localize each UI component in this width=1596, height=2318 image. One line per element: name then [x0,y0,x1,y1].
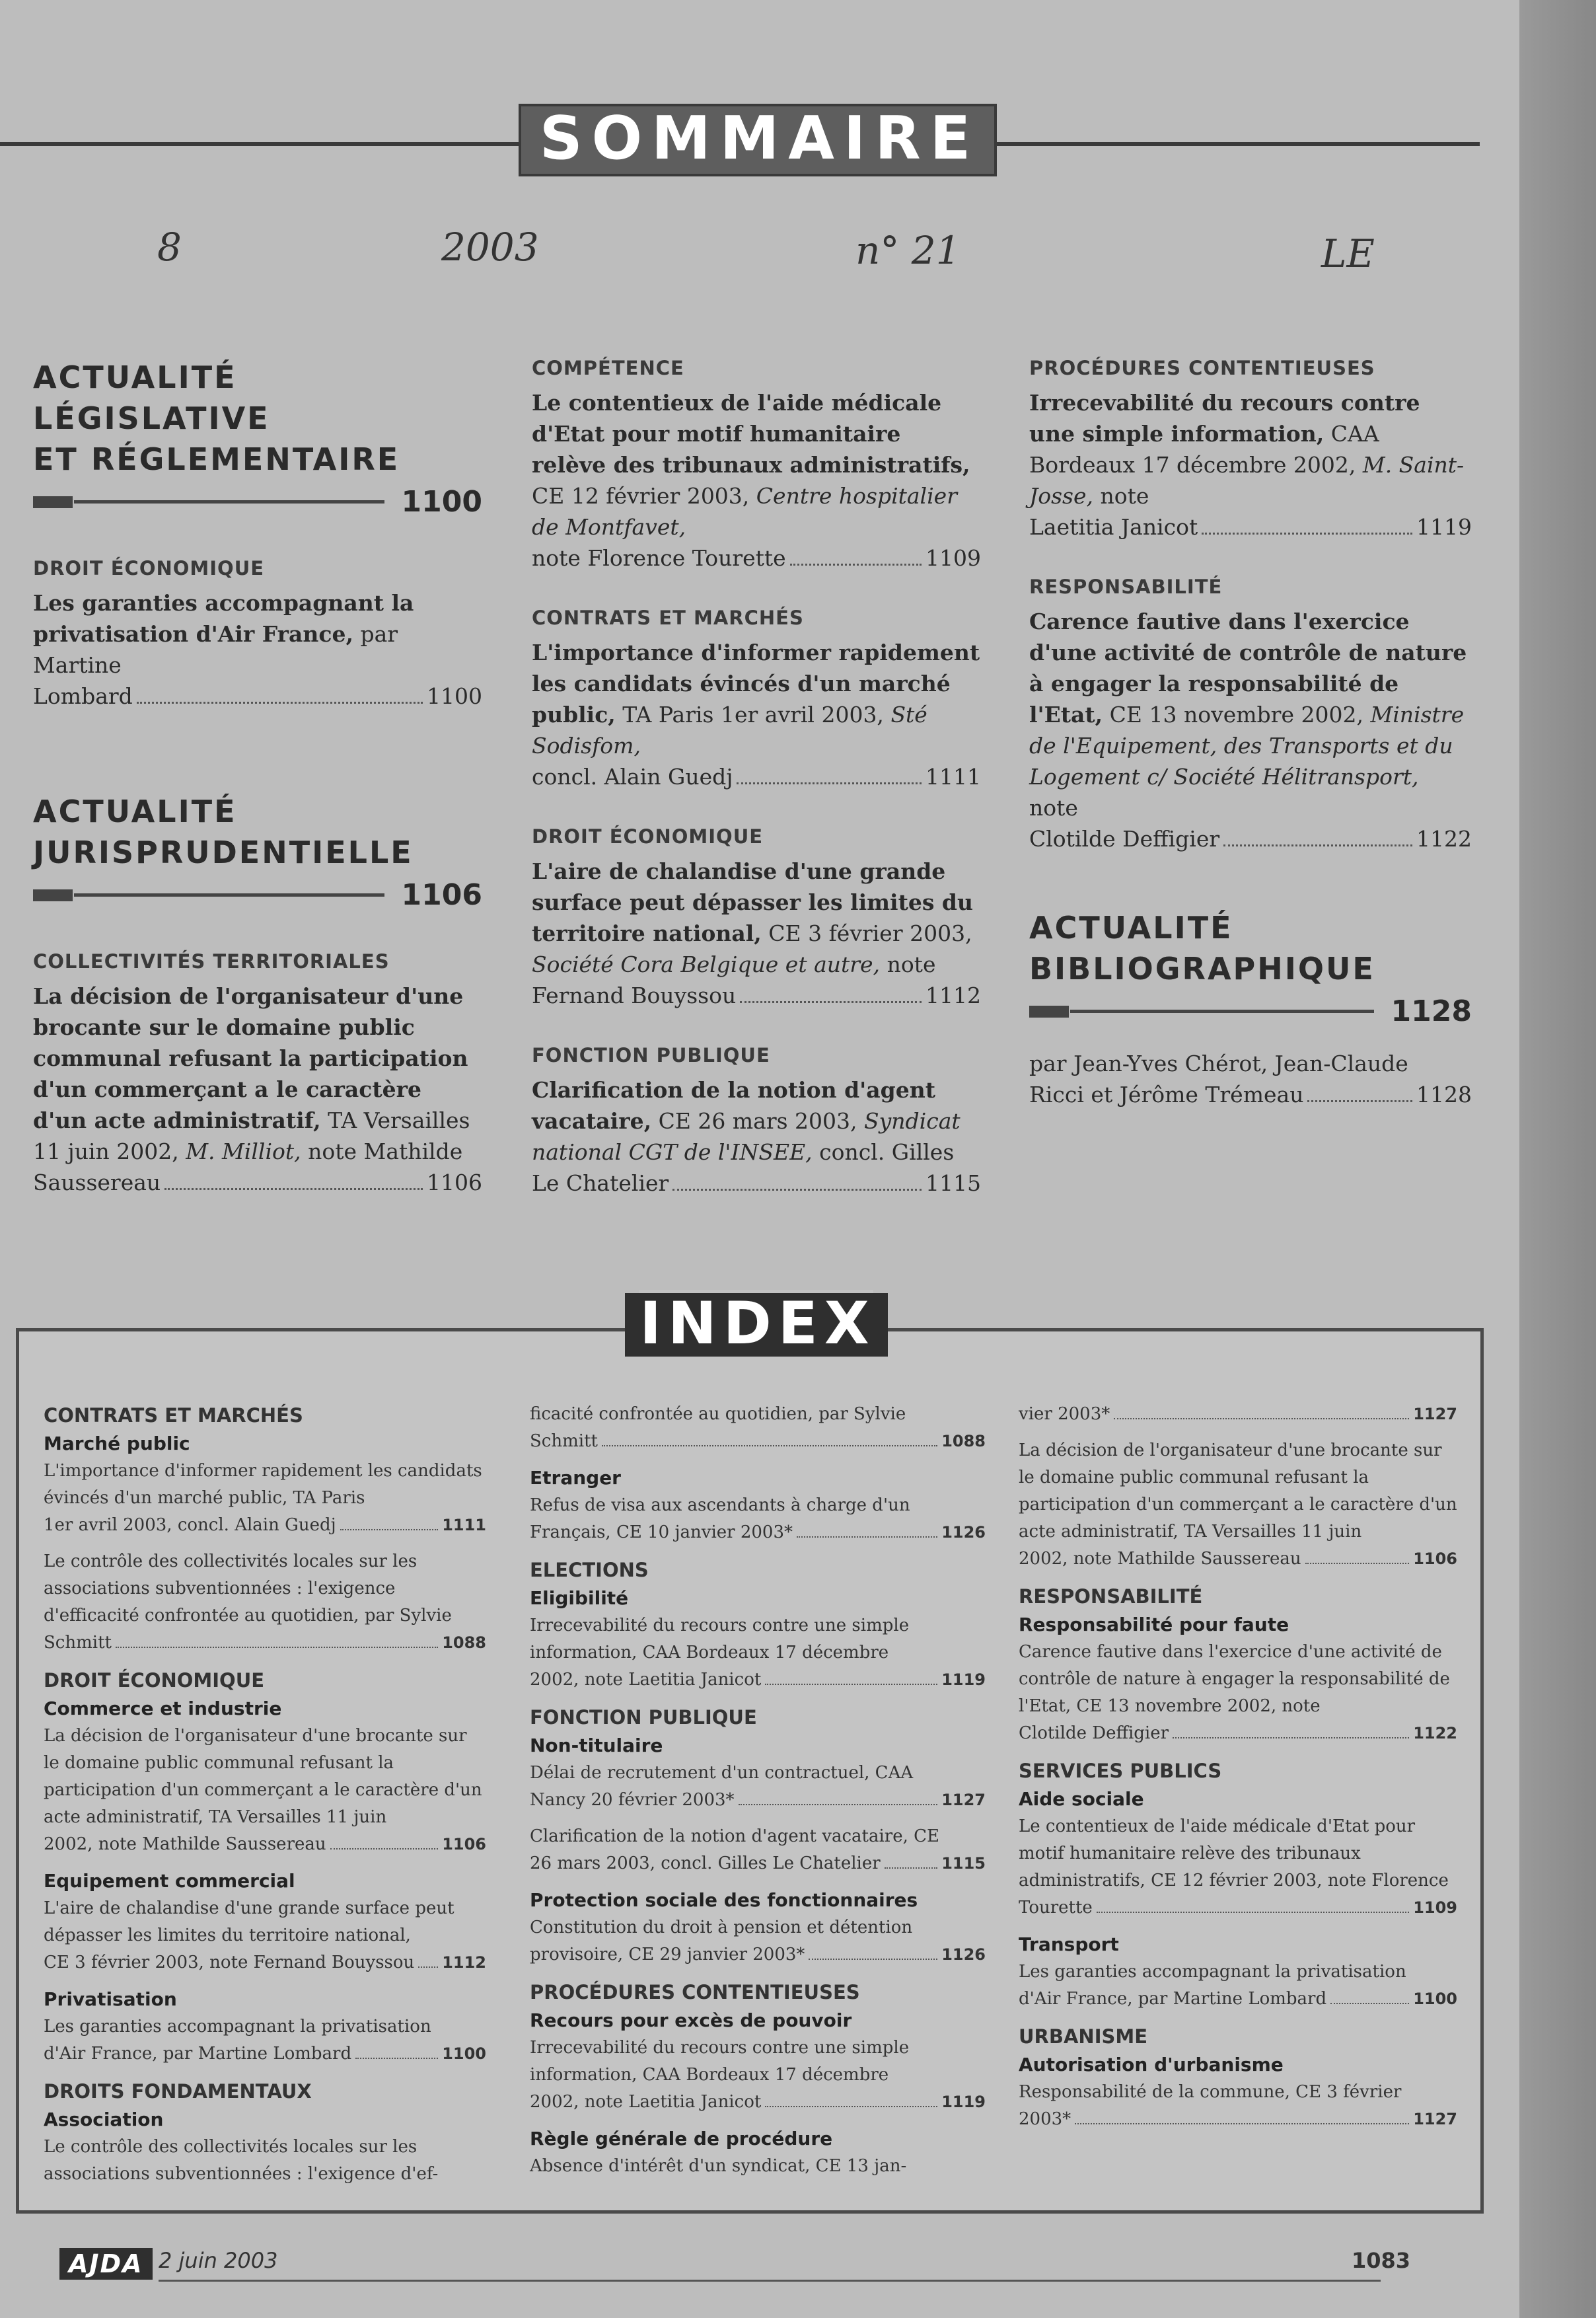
index-heading: RESPONSABILITÉ [1019,1585,1203,1608]
section-jurisprudence [33,791,482,912]
index-entry-text: Irrecevabilité du recours contre une simple information, CAA Bordeaux 17 décembre [530,2038,910,2085]
entry-title: La décision de l'organisateur d'une brocante sur le domaine public communal refusant la participation d'un commerçant a le caractère d'un acte administratif, [33,983,468,1133]
index-subheading: Non-titulaire [530,1735,663,1756]
footer-rule [159,2280,1381,2282]
entry-label: PROCÉDURES CONTENTIEUSES [1029,357,1375,379]
index-entry-text: Constitution du droit à pension et détention [530,1918,913,1937]
issue-date: 2 juin 2003 [159,2248,278,2273]
index-entry-page: 1111 [442,1516,486,1534]
sommaire-entry [33,557,482,712]
index-entry-page: 1119 [941,1670,986,1689]
sommaire-entry [33,950,482,1198]
index-entry-page: 1106 [442,1835,486,1853]
index-heading: CONTRATS ET MARCHÉS [44,1404,303,1427]
entry-text-italic: Sté Sodisfom, [532,702,927,759]
index-entry-text: Refus de visa aux ascendants à charge d'un [530,1495,910,1515]
sommaire-entry [1029,576,1472,854]
sommaire-col-3 [1029,357,1472,1110]
index-entry [44,1723,486,1858]
handwritten-note: LE [1321,231,1375,276]
index-entry-page: 1109 [1413,1898,1457,1917]
section-heading: ACTUALITÉ [1029,910,1233,946]
page-edge [1519,0,1596,2318]
index-entry-last-line: Nancy 20 février 2003* [530,1790,735,1810]
index-entry-page: 1088 [941,1432,986,1450]
entry-title: Carence fautive dans l'exercice d'une activité de contrôle de nature à engager la responsabilité de l'Etat, [1029,609,1467,728]
index-entry-last-line: vier 2003* [1019,1404,1110,1424]
index-entry-text: L'aire de chalandise d'une grande surface peut dépasser les limites du territoire national, [44,1898,454,1945]
index-subheading: Autorisation d'urbanisme [1019,2054,1284,2075]
entry-text: par Jean-Yves Chérot, Jean-Claude [1029,1051,1408,1076]
index-entry [530,1760,986,1814]
sommaire-entry [1029,357,1472,542]
entry-title: Le contentieux de l'aide médicale d'Etat pour motif humanitaire relève des tribunaux administratifs, [532,390,970,478]
index-heading: FONCTION PUBLIQUE [530,1706,757,1729]
sommaire-col-2 [532,357,981,1237]
index-entry [1019,1813,1457,1922]
index-heading: PROCÉDURES CONTENTIEUSES [530,1981,860,2003]
section-legislative [33,357,482,519]
entry-title: Les garanties accompagnant la privatisation d'Air France, [33,590,414,647]
entry-page: 1111 [925,764,981,790]
index-entry [530,2153,986,2180]
sommaire-entry [532,825,981,1011]
index-entry-page: 1126 [941,1523,986,1542]
sommaire-entry [1029,1048,1472,1110]
index-entry [530,1612,986,1694]
entry-page: 1100 [427,683,482,709]
index-entry [530,1492,986,1546]
index-entry-text: Carence fautive dans l'exercice d'une activité de contrôle de nature à engager la responsabilité de l'Etat, CE 13 novembre 2002, note [1019,1642,1450,1716]
entry-page: 1122 [1416,826,1472,852]
entry-page: 1119 [1416,514,1472,540]
handwritten-note: 2003 [441,225,539,270]
index-entry-text: Absence d'intérêt d'un syndicat, CE 13 jan- [530,2156,907,2176]
index-entry [1019,1401,1457,1428]
index-entry-page: 1127 [1413,2110,1457,2128]
index-subheading: Commerce et industrie [44,1698,282,1719]
entry-last-line: Laetitia Janicot [1029,514,1198,540]
handwritten-note: n° 21 [855,228,961,273]
entry-text: CE 26 mars 2003, [658,1108,857,1134]
entry-page: 1112 [925,983,981,1008]
entry-label: CONTRATS ET MARCHÉS [532,607,804,629]
entry-last-line: Ricci et Jérôme Trémeau [1029,1082,1304,1107]
section-heading: ACTUALITÉ [33,794,237,829]
entry-text-italic: Société Cora Belgique et autre, [532,952,881,977]
entry-text-italic: Syndicat national CGT de l'INSEE, [532,1108,961,1165]
entry-title: Irrecevabilité du recours contre une simple information, [1029,390,1420,447]
entry-text: par Martine [33,621,398,678]
index-entry-page: 1106 [1413,1550,1457,1568]
index-entry [1019,1437,1457,1573]
index-heading: SERVICES PUBLICS [1019,1760,1222,1782]
index-entry-page: 1119 [941,2093,986,2111]
index-subheading: Protection sociale des fonctionnaires [530,1889,918,1911]
index-entry-page: 1127 [941,1791,986,1809]
index-entry [530,2035,986,2116]
section-page: 1128 [1391,994,1472,1028]
entry-last-line: note Florence Tourette [532,545,786,571]
entry-label: DROIT ÉCONOMIQUE [532,825,764,848]
index-entry [44,1458,486,1539]
index-col-1 [44,1401,486,2197]
index-entry-page: 1100 [1413,1990,1457,2008]
index-entry [530,1823,986,1877]
index-heading: URBANISME [1019,2025,1148,2048]
section-heading: JURISPRUDENTIELLE [33,835,414,870]
entry-last-line: Fernand Bouyssou [532,983,737,1008]
handwritten-note: 8 [157,225,182,270]
index-entry-last-line: Schmitt [44,1633,112,1653]
entry-text: concl. Gilles [819,1139,955,1165]
index-entry-text: Les garanties accompagnant la privatisation [44,2017,431,2037]
index-entry-text: Le contrôle des collectivités locales sur les associations subventionnées : l'exigence d'efficacité confrontée au quotidien, par Sylvie [44,1552,452,1626]
index-col-3 [1019,1401,1457,2142]
index-entry-page: 1112 [442,1953,486,1972]
index-entry-last-line: 2002, note Laetitia Janicot [530,1670,762,1690]
entry-text: CE 3 février 2003, [768,920,972,946]
index-entry-last-line: 2002, note Laetitia Janicot [530,2092,762,2112]
index-entry-page: 1100 [442,2044,486,2063]
index-entry-last-line: CE 3 février 2003, note Fernand Bouyssou [44,1953,415,1972]
entry-text: note [887,952,936,977]
sommaire-entry [532,357,981,574]
index-subheading: Association [44,2109,164,2130]
index-entry-last-line: 2002, note Mathilde Saussereau [1019,1549,1301,1569]
entry-title: L'importance d'informer rapidement les candidats évincés d'un marché public, [532,640,980,728]
journal-logo: AJDA [59,2248,153,2280]
index-subheading: Responsabilité pour faute [1019,1614,1289,1635]
section-page: 1100 [401,485,482,519]
entry-label: RESPONSABILITÉ [1029,576,1223,598]
entry-title: Clarification de la notion d'agent vacataire, [532,1077,935,1134]
index-entry-text: Délai de recrutement d'un contractuel, CAA [530,1763,914,1783]
entry-page: 1106 [427,1170,482,1195]
index-subheading: Etranger [530,1467,621,1489]
index-entry [1019,1959,1457,2013]
entry-last-line: concl. Alain Guedj [532,764,733,790]
index-entry-text: Le contentieux de l'aide médicale d'Etat pour motif humanitaire relève des tribunaux administratifs, CE 12 février 2003, note Florence [1019,1816,1449,1890]
index-entry-text: Les garanties accompagnant la privatisation [1019,1962,1406,1982]
index-subheading: Eligibilité [530,1587,629,1609]
index-entry [44,1548,486,1657]
index-entry-last-line: 2003* [1019,2109,1071,2129]
index-entry-last-line: Schmitt [530,1431,598,1451]
entry-text: note [1100,483,1149,509]
index-entry-last-line: provisoire, CE 29 janvier 2003* [530,1945,805,1964]
entry-text: TA Paris 1er avril 2003, [622,702,884,728]
index-subheading: Transport [1019,1933,1119,1955]
section-heading: ET RÉGLEMENTAIRE [33,441,400,477]
entry-text-italic: M. Milliot, [186,1139,301,1164]
entry-text-italic: Ministre de l'Equipement, des Transports et du Logement c/ Société Hélitransport, [1029,702,1465,790]
heading-bar [1029,994,1472,1028]
index-entry-last-line: Tourette [1019,1898,1093,1918]
index-entry-page: 1115 [941,1854,986,1873]
index-subheading: Recours pour excès de pouvoir [530,2009,852,2031]
index-entry-text: La décision de l'organisateur d'une brocante sur le domaine public communal refusant la participation d'un commerçant a le caractère d'un acte administratif, TA Versailles 11 juin [1019,1440,1457,1542]
entry-page: 1128 [1416,1082,1472,1107]
index-entry-text: Irrecevabilité du recours contre une simple information, CAA Bordeaux 17 décembre [530,1616,910,1663]
section-heading: ACTUALITÉ LÉGISLATIVE [33,359,270,436]
entry-title: L'aire de chalandise d'une grande surface peut dépasser les limites du territoire national, [532,858,973,946]
index-entry-last-line: d'Air France, par Martine Lombard [1019,1989,1327,2009]
index-entry [44,2013,486,2068]
entry-last-line: Clotilde Deffigier [1029,826,1220,852]
entry-last-line: Lombard [33,683,133,709]
index-entry-text: La décision de l'organisateur d'une brocante sur le domaine public communal refusant la participation d'un commerçant a le caractère d'un acte administratif, TA Versailles 11 juin [44,1726,482,1827]
section-page: 1106 [401,878,482,912]
index-heading: DROITS FONDAMENTAUX [44,2080,312,2103]
heading-bar [33,878,482,912]
index-title-box [639,1289,876,1360]
index-entry-page: 1126 [941,1945,986,1964]
index-subheading: Aide sociale [1019,1788,1144,1810]
index-col-2 [530,1401,986,2189]
section-bibliographique [1029,907,1472,1028]
entry-label: COMPÉTENCE [532,357,684,379]
index-entry [530,1401,986,1455]
entry-text-italic: M. Saint-Josse, [1029,452,1465,509]
index-entry-last-line: 2002, note Mathilde Saussereau [44,1834,326,1854]
index-subheading: Marché public [44,1433,190,1454]
index-entry [44,2134,486,2188]
index-entry-text: L'importance d'informer rapidement les candidats évincés d'un marché public, TA Paris [44,1461,482,1508]
entry-text: CAA Bordeaux 17 décembre 2002, [1029,421,1379,478]
sommaire-entry [532,1044,981,1199]
index-entry [1019,2079,1457,2133]
page-title: SOMMAIRE [519,104,997,176]
index-subheading: Privatisation [44,1988,177,2010]
sommaire-entry [532,607,981,792]
index-entry-text: Clarification de la notion d'agent vacataire, CE [530,1826,940,1846]
section-heading: BIBLIOGRAPHIQUE [1029,951,1375,987]
index-entry-last-line: Français, CE 10 janvier 2003* [530,1522,793,1542]
entry-last-line: Le Chatelier [532,1170,669,1196]
entry-label: FONCTION PUBLIQUE [532,1044,770,1066]
entry-page: 1115 [925,1170,981,1196]
index-entry-last-line: 26 mars 2003, concl. Gilles Le Chatelier [530,1853,881,1873]
entry-text: note [1029,795,1078,821]
entry-text-italic: Centre hospitalier de Montfavet, [532,483,957,540]
index-entry-last-line: d'Air France, par Martine Lombard [44,2044,352,2064]
index-entry-text: Le contrôle des collectivités locales sur les associations subventionnées : l'exigence d'ef- [44,2137,439,2184]
entry-last-line: Saussereau [33,1170,161,1195]
entry-text: note Mathilde [308,1139,463,1164]
index-entry [1019,1639,1457,1747]
heading-bar [33,485,482,519]
index-entry-page: 1127 [1413,1405,1457,1423]
index-entry-page: 1088 [442,1633,486,1652]
index-title: INDEX [625,1293,887,1357]
index-subheading: Equipement commercial [44,1870,295,1892]
index-entry-last-line: 1er avril 2003, concl. Alain Guedj [44,1515,336,1535]
entry-text: CE 13 novembre 2002, [1109,702,1363,728]
entry-label: COLLECTIVITÉS TERRITORIALES [33,950,390,973]
index-entry-text: Responsabilité de la commune, CE 3 février [1019,2082,1402,2102]
index-heading: DROIT ÉCONOMIQUE [44,1669,265,1692]
entry-text: TA Versailles 11 juin 2002, [33,1107,470,1164]
sommaire-col-1 [33,357,482,1236]
index-heading: ELECTIONS [530,1559,649,1581]
index-entry-page: 1122 [1413,1724,1457,1742]
index-entry-last-line: Clotilde Deffigier [1019,1723,1169,1743]
sommaire-title-box [536,106,979,174]
index-entry [530,1914,986,1968]
index-subheading: Règle générale de procédure [530,2128,833,2150]
index-entry-text: ficacité confrontée au quotidien, par Sylvie [530,1404,906,1424]
page-number: 1083 [1352,2248,1411,2273]
index-entry [44,1895,486,1976]
entry-page: 1109 [925,545,981,571]
entry-text: CE 12 février 2003, [532,483,750,509]
entry-label: DROIT ÉCONOMIQUE [33,557,265,580]
